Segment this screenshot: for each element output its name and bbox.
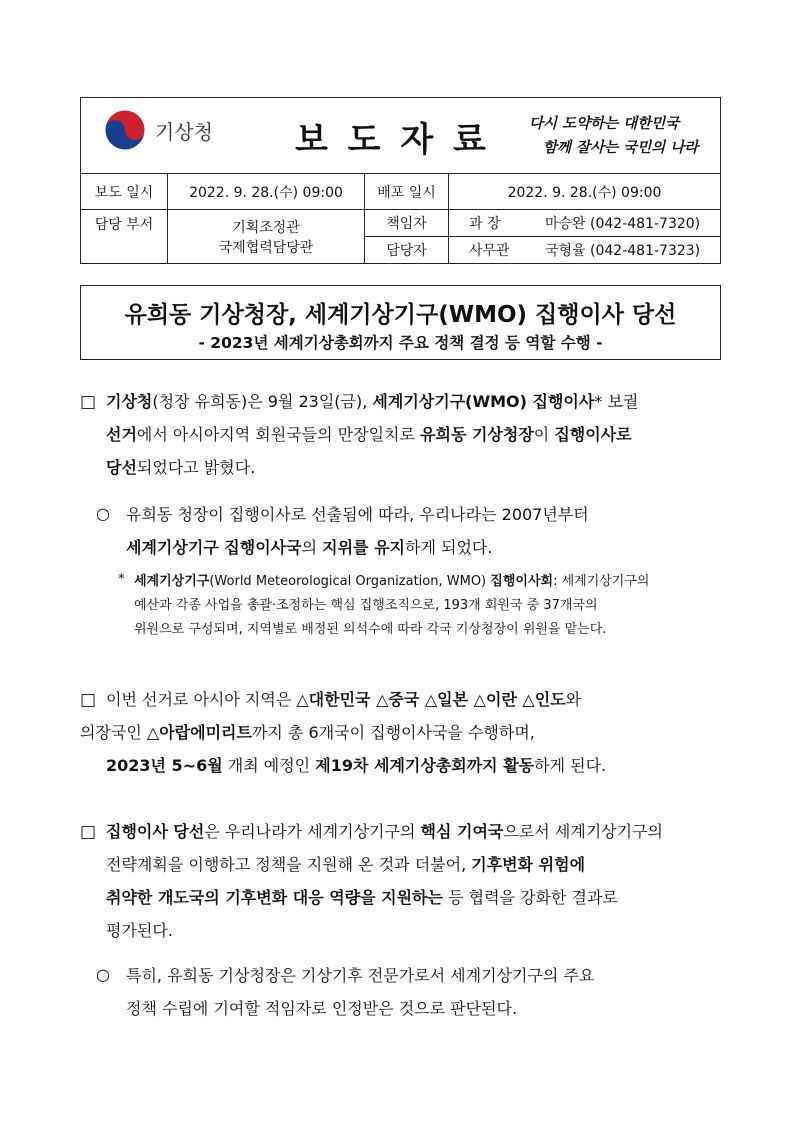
staff-label: 담당자 <box>365 237 449 264</box>
distribution-date-label: 배포 일시 <box>365 174 449 210</box>
para3-bullet: □ <box>80 822 97 842</box>
footnote: 세계기상기구(World Meteorological Organization, WMO) 집행이사회: 세계기상기구의 예산과 각종 사업을 총괄·조정하는 핵심 집행조직으로, 193개 회원국 중 37개국의 위원으로 구성되며, 지역별로 배정된 의석수에 따라 각국 기상청장이 위원을 맡는다. <box>134 574 650 637</box>
headline-subtitle: - 2023년 세계기상총회까지 주요 정책 결정 등 역할 수행 - <box>198 334 603 352</box>
responsible-label: 책임자 <box>365 210 449 237</box>
slogan-line-2: 함께 잘사는 국민의 나라 <box>543 139 699 156</box>
para1-bullet: □ <box>80 392 97 412</box>
staff-name: 국형율 (042-481-7323) <box>545 243 701 259</box>
headline-box <box>80 285 721 360</box>
paragraph-2: 이번 선거로 아시아 지역은 △대한민국 △중국 △일본 △이란 △인도와 의장국인 △아랍에미리트까지 총 6개국이 집행이사국을 수행하며, 2023년 5~6월 개최 예정인 제19차 세계기상총회까지 활동하게 된다. <box>80 690 607 775</box>
sub-paragraph-1: 유희동 청장이 집행이사로 선출됨에 따라, 우리나라는 2007년부터 세계기상기구 집행이사국의 지위를 유지하게 되었다. <box>126 505 589 557</box>
logo-text: 기상청 <box>155 120 213 144</box>
release-date-value: 2022. 9. 28.(수) 09:00 <box>168 174 365 210</box>
slogan-line-1: 다시 도약하는 대한민국 <box>529 115 680 132</box>
responsible-name: 마승완 (042-481-7320) <box>545 216 701 232</box>
footnote-mark: * <box>118 572 125 587</box>
release-date-label: 보도 일시 <box>81 174 168 210</box>
taegeuk-icon <box>103 108 147 152</box>
responsible-title: 과 장 <box>469 216 501 232</box>
responsible-contact <box>449 210 721 237</box>
staff-title: 사무관 <box>469 243 510 259</box>
department-label: 담당 부서 <box>81 210 168 264</box>
header-banner <box>81 98 721 174</box>
paragraph-3: 집행이사 당선은 우리나라가 세계기상기구의 핵심 기여국으로서 세계기상기구의 전략계획을 이행하고 정책을 지원해 온 것과 더불어, 기후변화 위험에 취약한 개도국의 기후변화 대응 역량을 지원하는 등 협력을 강화한 결과로 평가된다. <box>106 822 664 940</box>
circ2-bullet: ○ <box>96 965 110 984</box>
kma-logo <box>103 108 147 156</box>
headline-title: 유희동 기상청장, 세계기상기구(WMO) 집행이사 당선 <box>124 302 677 328</box>
department-line-2: 국제협력담당관 <box>218 239 314 256</box>
circ1-bullet: ○ <box>96 504 110 523</box>
distribution-date-value: 2022. 9. 28.(수) 09:00 <box>449 174 721 210</box>
department-line-1: 기획조정관 <box>232 219 300 236</box>
staff-contact <box>449 237 721 264</box>
paragraph-1: 기상청(청장 유희동)은 9월 23일(금), 세계기상기구(WMO) 집행이사* 보궐 선거에서 아시아지역 회원국들의 만장일치로 유희동 기상청장이 집행이사로 당선되었다고 밝혔다. <box>106 392 639 477</box>
doc-type-title: 보 도 자 료 <box>295 120 490 160</box>
header-table <box>80 97 721 264</box>
para2-bullet: □ <box>80 690 97 710</box>
sub-paragraph-2: 특히, 유희동 기상청장은 기상기후 전문가로서 세계기상기구의 주요 정책 수립에 기여할 적임자로 인정받은 것으로 판단된다. <box>126 966 595 1018</box>
department-value <box>168 210 365 264</box>
